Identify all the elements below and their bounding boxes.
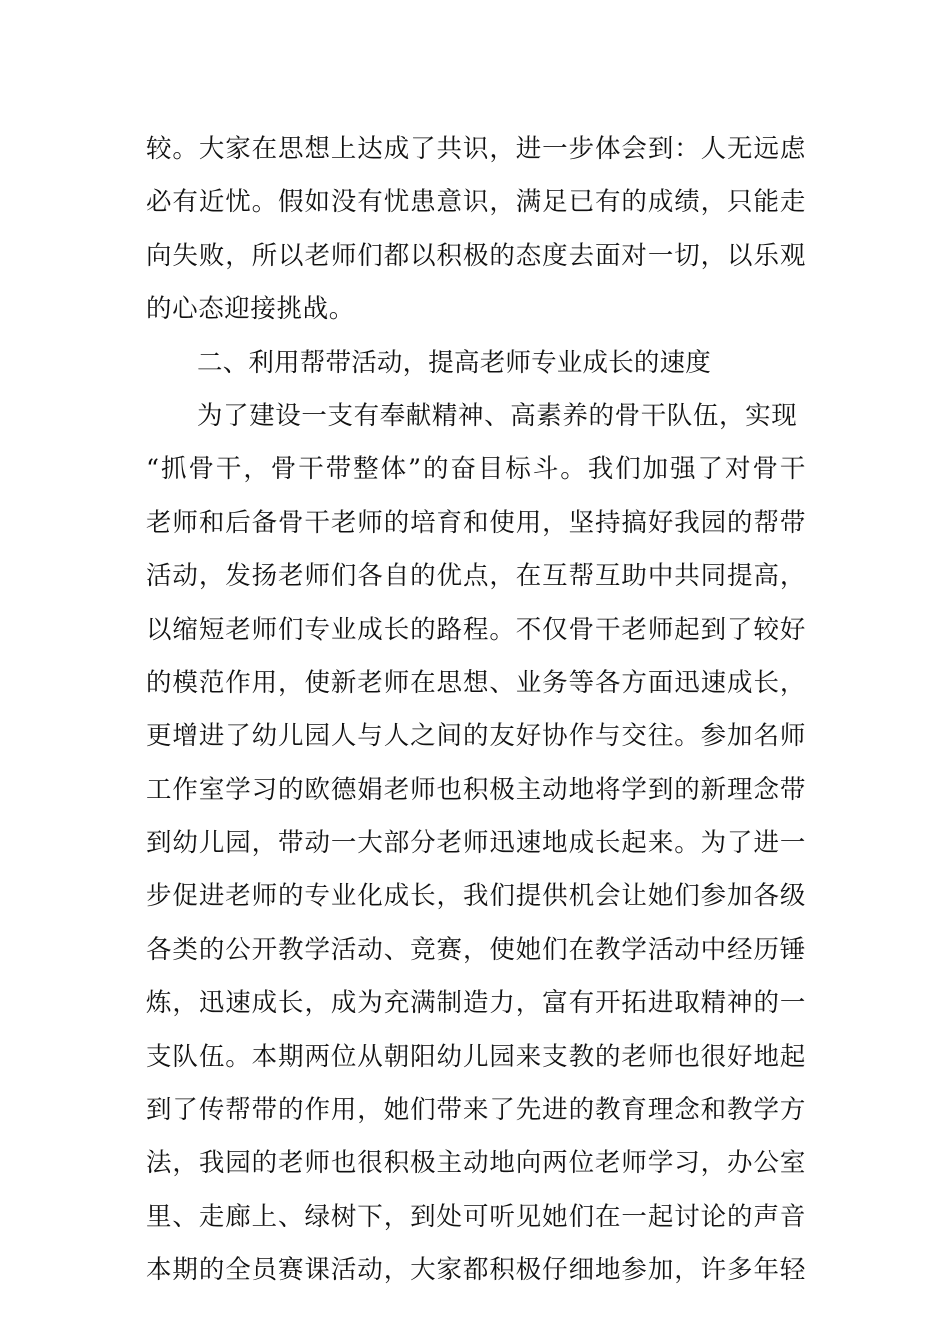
text-line: 活动，发扬老师们各自的优点，在互帮互助中共同提高， — [146, 561, 806, 592]
text-line: 支队伍。本期两位从朝阳幼儿园来支教的老师也很好地起 — [146, 1041, 806, 1072]
text-line: 必有近忧。假如没有忧患意识，满足已有的成绩，只能走 — [146, 187, 806, 218]
text-line: 以缩短老师们专业成长的路程。不仅骨干老师起到了较好 — [146, 614, 806, 645]
text-line: 本期的全员赛课活动，大家都积极仔细地参加，许多年轻 — [146, 1255, 806, 1286]
text-line: 里、走廊上、绿树下，到处可听见她们在一起讨论的声音 — [146, 1201, 806, 1232]
text-line: 老师和后备骨干老师的培育和使用，坚持搞好我园的帮带 — [146, 507, 806, 538]
section-heading: 二、利用帮带活动，提高老师专业成长的速度 — [197, 347, 712, 378]
text-line: 的心态迎接挑战。 — [146, 294, 355, 325]
text-line: 到了传帮带的作用，她们带来了先进的教育理念和教学方 — [146, 1095, 806, 1126]
text-line: 步促进老师的专业化成长，我们提供机会让她们参加各级 — [146, 881, 806, 912]
paragraph-first-line: 为了建设一支有奉献精神、高素养的骨干队伍，实现 — [197, 400, 798, 431]
text-line: 工作室学习的欧德娟老师也积极主动地将学到的新理念带 — [146, 774, 806, 805]
text-line: 各类的公开教学活动、竞赛，使她们在教学活动中经历锤 — [146, 934, 806, 965]
text-line: 到幼儿园，带动一大部分老师迅速地成长起来。为了进一 — [146, 828, 806, 859]
text-line: 向失败，所以老师们都以积极的态度去面对一切，以乐观 — [146, 240, 806, 271]
document-body — [146, 123, 806, 1298]
text-line: 法，我园的老师也很积极主动地向两位老师学习，办公室 — [146, 1148, 806, 1179]
text-line: “抓骨干，骨干带整体”的奋目标斗。我们加强了对骨干 — [146, 454, 806, 485]
text-line: 更增进了幼儿园人与人之间的友好协作与交往。参加名师 — [146, 721, 806, 752]
text-line: 的模范作用，使新老师在思想、业务等各方面迅速成长， — [146, 667, 806, 698]
text-line: 炼，迅速成长，成为充满制造力，富有开拓进取精神的一 — [146, 988, 806, 1019]
text-line: 较。大家在思想上达成了共识，进一步体会到：人无远虑 — [146, 134, 806, 164]
